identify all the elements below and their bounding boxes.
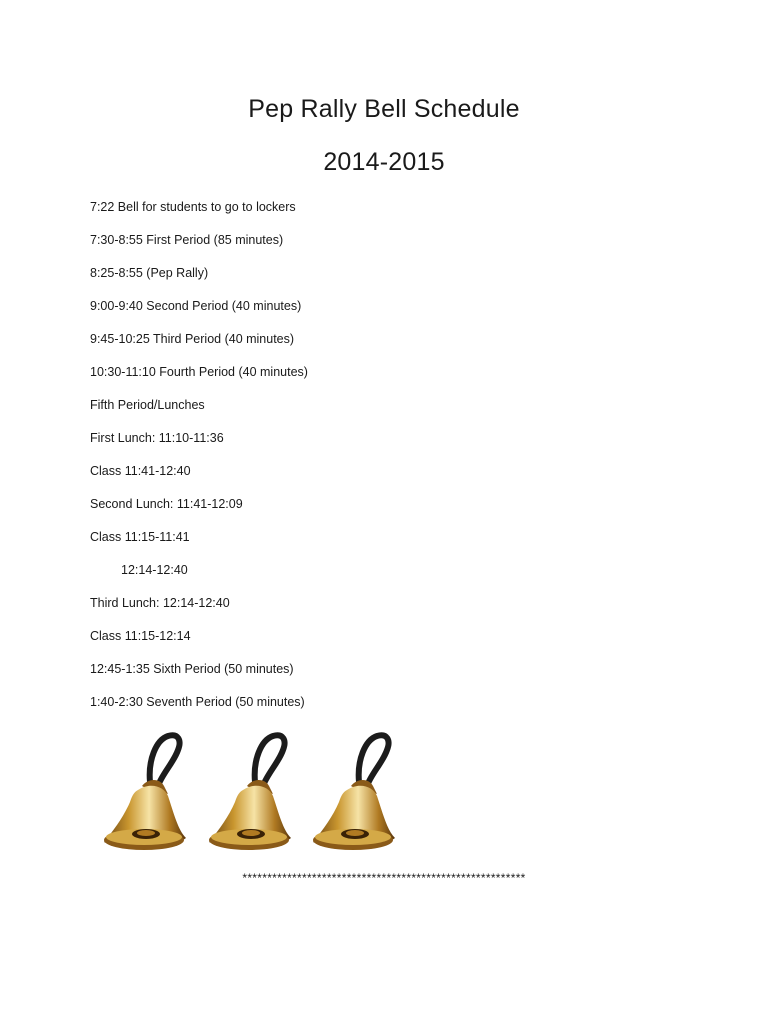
schedule-line-first-period: 7:30-8:55 First Period (85 minutes) — [90, 233, 284, 247]
schedule-line-first-lunch: First Lunch: 11:10-11:36 — [90, 431, 224, 445]
school-year: 2014-2015 — [323, 148, 445, 176]
bell-icon — [203, 730, 295, 855]
schedule-line-pep-rally: 8:25-8:55 (Pep Rally) — [90, 266, 209, 280]
bell-icon — [98, 730, 190, 855]
schedule-line-first-lunch-class: Class 11:41-12:40 — [90, 464, 191, 478]
schedule-line-second-period: 9:00-9:40 Second Period (40 minutes) — [90, 299, 302, 313]
schedule-list — [90, 199, 650, 727]
schedule-line-third-lunch-class: Class 11:15-12:14 — [90, 629, 191, 643]
asterisk-divider: ********************************************************* — [242, 871, 526, 885]
schedule-line-second-lunch-class: Class 11:15-11:41 — [90, 530, 190, 544]
document-title: Pep Rally Bell Schedule — [248, 95, 520, 123]
bell-icon — [307, 730, 399, 855]
schedule-line-third-lunch: Third Lunch: 12:14-12:40 — [90, 596, 230, 610]
schedule-line-third-period: 9:45-10:25 Third Period (40 minutes) — [90, 332, 295, 346]
schedule-line-fourth-period: 10:30-11:10 Fourth Period (40 minutes) — [90, 365, 308, 379]
schedule-line-second-lunch-class-2: 12:14-12:40 — [121, 563, 188, 577]
schedule-line-sixth-period: 12:45-1:35 Sixth Period (50 minutes) — [90, 662, 294, 676]
bell-illustrations — [98, 730, 398, 855]
schedule-line-second-lunch: Second Lunch: 11:41-12:09 — [90, 497, 243, 511]
schedule-line-seventh-period: 1:40-2:30 Seventh Period (50 minutes) — [90, 695, 305, 709]
schedule-line-locker-bell: 7:22 Bell for students to go to lockers — [90, 200, 296, 214]
schedule-line-fifth-period: Fifth Period/Lunches — [90, 398, 205, 412]
